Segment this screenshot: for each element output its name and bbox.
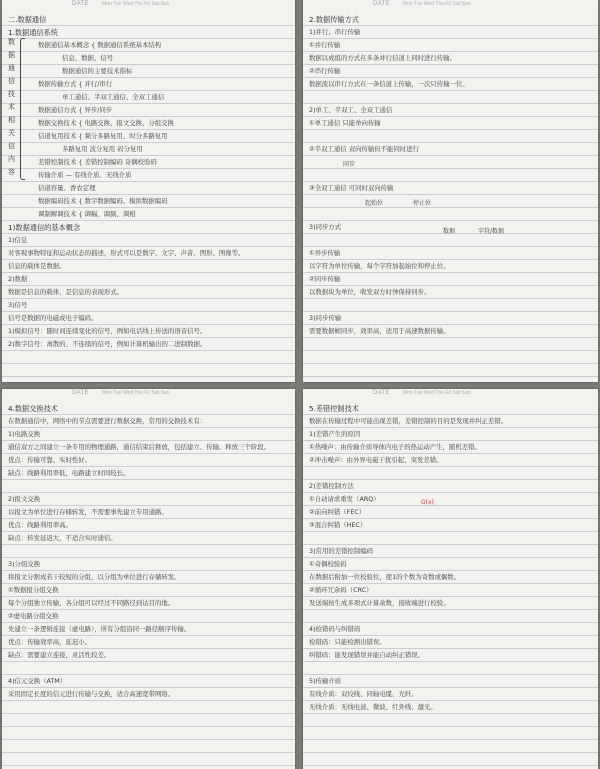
note-line: 信道容量、香农定理 <box>38 184 96 192</box>
note-line: ①奇偶校验码 <box>309 560 347 568</box>
vertical-label: 技 <box>8 90 15 98</box>
note-line: 先建立一条逻辑连接（虚电路），所有分组沿同一路径顺序传输。 <box>8 625 191 633</box>
note-line: 将报文分割成若干较短的分组，以分组为单位进行存储转发。 <box>8 573 181 581</box>
note-line: ②同步传输 <box>309 275 341 283</box>
note-line: 以字符为单位传输，每个字符加起始位和停止位。 <box>309 262 450 270</box>
note-heading: 1)数据通信的基本概念 <box>8 223 81 232</box>
note-heading: 2)报文交换 <box>8 495 41 503</box>
note-line: 数据编码技术 { 数字数据编码、模拟数据编码 <box>38 197 168 205</box>
note-heading: 3)信号 <box>8 301 28 309</box>
red-ink-note: G(x) <box>421 499 434 506</box>
note-heading: 1)信息 <box>8 236 28 244</box>
weekday-strip: Mon Tue Wed Thu Fri Sat Sun <box>102 1 170 7</box>
note-line: 2)数字信号：离散的、不连续的信号，例如计算机输出的二进制数据。 <box>8 340 207 348</box>
note-line: 发送端按生成多项式计算余数，接收端进行校验。 <box>309 599 450 607</box>
note-heading: 2)单工、半双工、全双工通信 <box>309 106 393 114</box>
note-line: 采用固定长度的信元进行传输与交换，适合高速宽带网络。 <box>8 690 175 698</box>
vertical-label: 内 <box>8 155 15 163</box>
note-line: ②串行传输 <box>309 67 341 75</box>
note-line: 无线介质：无线电波、微波、红外线、激光。 <box>309 703 437 711</box>
page-title: 4.数据交换技术 <box>8 404 58 413</box>
note-line: 传输介质 — 有线介质、无线介质 <box>38 171 132 179</box>
note-line: ①数据报分组交换 <box>8 586 59 594</box>
note-heading: 3)常用的差错控制编码 <box>309 547 374 555</box>
note-heading: 3)分组交换 <box>8 560 41 568</box>
date-label: DATE <box>373 390 390 396</box>
note-line: 信号是数据的电磁或电子编码。 <box>8 314 98 322</box>
page-header <box>2 0 295 13</box>
page-title: 5.差错控制技术 <box>309 404 359 413</box>
note-line: 数据通信方式 { 异步/同步 <box>38 106 113 114</box>
note-line: 优点：传输可靠、实时性好。 <box>8 456 92 464</box>
note-line: 纠错码：能发现错误并能自动纠正错误。 <box>309 651 425 659</box>
note-line: 信息的载体是数据。 <box>8 262 66 270</box>
handwritten-annotation: 字符/数据 <box>478 228 505 235</box>
note-line: 以数据块为单位，收发双方时钟保持同步。 <box>309 288 431 296</box>
note-line: 每个分组独立传输，各分组可以经过不同路径到达目的地。 <box>8 599 175 607</box>
note-line: ②半双工通信 双向传输但不能同时进行 <box>309 145 420 153</box>
note-line: 在数据通信中，网络中的节点需要进行数据交换，常用的交换技术有： <box>8 417 207 425</box>
date-label: DATE <box>373 1 390 7</box>
weekday-strip: Mon Tue Wed Thu Fri Sat Sun <box>403 390 471 396</box>
note-heading: 5)传输介质 <box>309 677 342 685</box>
page-header <box>303 389 598 402</box>
note-line: ①自动请求重发（ARQ） <box>309 495 380 503</box>
handwritten-annotation: 数据 <box>443 228 456 235</box>
note-heading: 1)差错产生的原因 <box>309 430 361 438</box>
note-line: 数据以成组的方式在多条并行信道上同时进行传输。 <box>309 54 456 62</box>
note-line: 数据在传输过程中可能出现差错，差错控制的目的是发现并纠正差错。 <box>309 417 508 425</box>
note-line: 差错控制技术 { 差错控制编码 奇偶校验码 <box>38 158 157 166</box>
note-heading: 1)并行、串行传输 <box>309 28 361 36</box>
note-line: 数据是信息的载体，是信息的表现形式。 <box>8 288 124 296</box>
vertical-label: 信 <box>8 142 15 150</box>
handwritten-annotation: 停止位 <box>413 200 432 207</box>
note-heading: 4)检错码与纠错码 <box>309 625 361 633</box>
note-line: 信道复用技术 { 频分多路复用、时分多路复用 <box>38 132 168 140</box>
note-line: 优点：线路利用率高。 <box>8 521 72 529</box>
note-line: 1)模拟信号：随时间连续变化的信号，例如电话线上传送的语音信号。 <box>8 327 207 335</box>
date-label: DATE <box>72 1 89 7</box>
vertical-label: 数 <box>8 38 15 46</box>
note-line: 数据通信基本概念 { 数据通信系统基本结构 <box>38 41 162 49</box>
note-line: 调制解调技术 { 调幅、调频、调相 <box>38 210 136 218</box>
note-heading: 3)同步传输 <box>309 314 342 322</box>
note-line: 需要数据帧同步，效率高，适用于高速数据传输。 <box>309 327 450 335</box>
vertical-label-column <box>8 36 18 179</box>
note-line: 信息、数据、信号 <box>62 54 114 62</box>
note-line: ①热噪声：由传输介质导体内电子的热运动产生，随机差错。 <box>309 443 481 451</box>
note-line: 以报文为单位进行存储转发，不需要事先建立专用通路。 <box>8 508 168 516</box>
note-heading: 1)电路交换 <box>8 430 41 438</box>
note-line: ②冲击噪声：由外界电磁干扰引起，突发差错。 <box>309 456 443 464</box>
page-header <box>2 389 295 402</box>
page-header <box>303 0 598 13</box>
notebook-page-1 <box>2 0 295 382</box>
note-heading: 3)同步方式 <box>309 223 342 231</box>
page-title: 二.数据通信 <box>8 15 47 24</box>
notebook-page-2 <box>303 0 598 382</box>
vertical-label: 术 <box>8 103 15 111</box>
section-title: 1.数据通信系统 <box>8 28 58 37</box>
note-line: 缺点：需要建立连接，灵活性较差。 <box>8 651 111 659</box>
notebook-page-3 <box>2 389 295 769</box>
vertical-label: 信 <box>8 77 15 85</box>
handwritten-annotation: 起始位 <box>365 200 384 207</box>
date-label: DATE <box>72 390 89 396</box>
note-heading: 4)信元交换（ATM） <box>8 677 67 685</box>
note-line: 数据传输方式 { 并行/串行 <box>38 80 113 88</box>
vertical-label: 通 <box>8 64 15 72</box>
page-title: 2.数据传输方式 <box>309 15 359 24</box>
note-line: ③全双工通信 可同时双向传输 <box>309 184 394 192</box>
note-line: ②虚电路分组交换 <box>8 612 59 620</box>
note-line: ①单工通信 只能单向传输 <box>309 119 381 127</box>
note-line: 多路复用 波分复用 码分复用 <box>62 145 143 153</box>
note-heading: 2)差错控制方法 <box>309 482 354 490</box>
note-line: 单工通信、半双工通信、全双工通信 <box>62 93 165 101</box>
vertical-label: 相 <box>8 116 15 124</box>
note-line: ①并行传输 <box>309 41 341 49</box>
handwritten-annotation: 同步 <box>343 161 356 168</box>
notebook-page-4 <box>303 389 598 769</box>
note-line: 缺点：转发延迟大，不适合实时通信。 <box>8 534 117 542</box>
vertical-label: 关 <box>8 129 15 137</box>
note-line: 有线介质：双绞线、同轴电缆、光纤。 <box>309 690 418 698</box>
note-line: 优点：传输效率高，延迟小。 <box>8 638 92 646</box>
note-line: 数据流以串行方式在一条信道上传输，一次只传输一位。 <box>309 80 469 88</box>
note-line: ②循环冗余码（CRC） <box>309 586 373 594</box>
note-line: 缺点：线路利用率低，电路建立时间较长。 <box>8 469 130 477</box>
note-line: 数据交换技术 { 电路交换、报文交换、分组交换 <box>38 119 174 127</box>
note-line: 检错码：只能检测出错误。 <box>309 638 386 646</box>
note-line: ③混合纠错（HEC） <box>309 521 367 529</box>
vertical-label: 容 <box>8 168 15 176</box>
note-line: 数据通信的主要技术指标 <box>62 67 133 75</box>
note-line: 在数据后附加一位校验位，使1的个数为奇数或偶数。 <box>309 573 461 581</box>
note-heading: 2)数据 <box>8 275 28 283</box>
weekday-strip: Mon Tue Wed Thu Fri Sat Sun <box>403 1 471 7</box>
note-line: 通信双方之间建立一条专用的物理通路，通信结束后释放，包括建立、传输、释放三个阶段。 <box>8 443 271 451</box>
note-line: ①异步传输 <box>309 249 341 257</box>
weekday-strip: Mon Tue Wed Thu Fri Sat Sun <box>102 390 170 396</box>
note-line: ②前向纠错（FEC） <box>309 508 366 516</box>
curly-brace <box>20 38 25 180</box>
vertical-label: 据 <box>8 51 15 59</box>
note-line: 对客观事物特征和运动状态的描述，形式可以是数字、文字、声音、图形、图像等。 <box>8 249 245 257</box>
